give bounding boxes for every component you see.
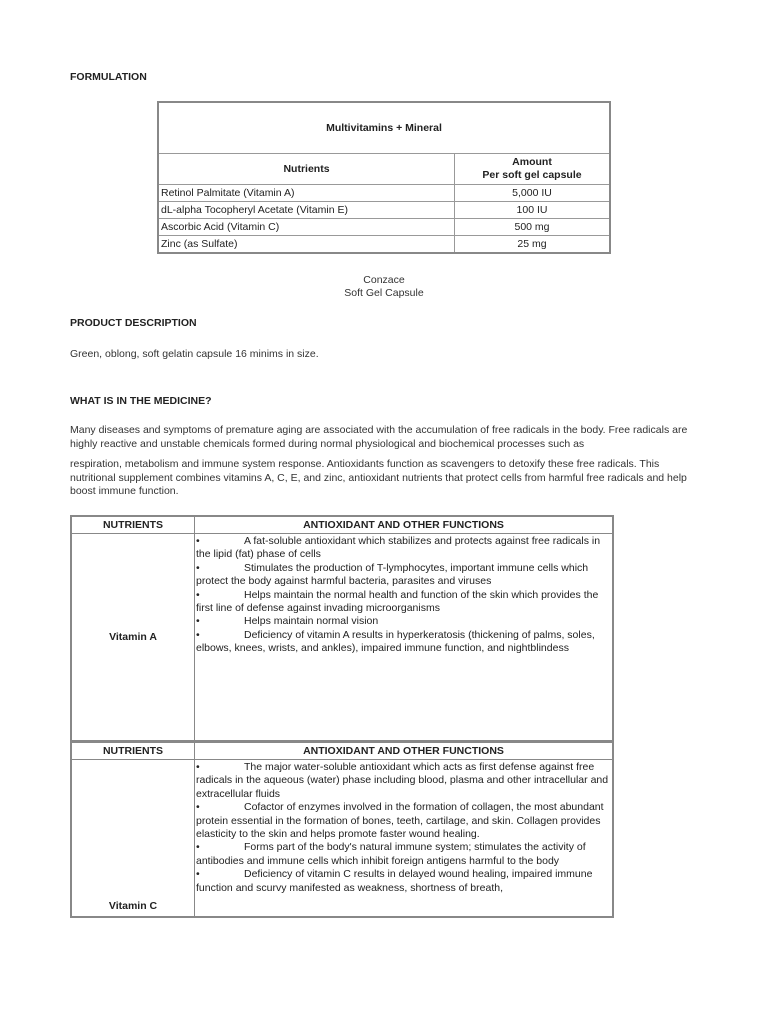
list-item: [196, 801, 610, 841]
bullet-icon: •: [196, 628, 200, 641]
amount-cell: 100 IU: [455, 202, 611, 219]
table-row: [158, 236, 610, 254]
bullet-icon: •: [196, 535, 200, 547]
col-header-functions: ANTIOXIDANT AND OTHER FUNCTIONS: [195, 742, 614, 760]
nutrient-cell: Retinol Palmitate (Vitamin A): [158, 185, 455, 202]
function-text: Stimulates the production of T-lymphocytes, important immune cells which protect the body against harmful bacteria, parasites and viruses: [196, 561, 589, 588]
bullet-icon: •: [196, 615, 200, 628]
caption-product-form: Soft Gel Capsule: [344, 287, 424, 299]
formulation-heading: FORMULATION: [70, 71, 147, 83]
amount-header-line1: Amount: [512, 156, 552, 168]
nutrient-cell: Zinc (as Sulfate): [158, 236, 455, 254]
function-text: The major water-soluble antioxidant which acts as first defense against free radicals in the aqueous (water) phase including blood, plasma and other intracellular and extracellular fluids: [196, 761, 609, 800]
col-header-functions: ANTIOXIDANT AND OTHER FUNCTIONS: [195, 516, 614, 534]
bullet-icon: •: [196, 868, 200, 881]
list-item: [196, 868, 610, 895]
product-caption: [157, 274, 611, 300]
amount-cell: 25 mg: [455, 236, 611, 254]
medicine-paragraph-1: Many diseases and symptoms of premature aging are associated with the accumulation of free radicals in the body. Free radicals are highly reactive and unstable chemicals formed during normal physiological and biochemical processes such as: [70, 424, 688, 450]
bullet-icon: •: [196, 841, 200, 854]
functions-cell: [195, 760, 614, 918]
col-header-nutrients: NUTRIENTS: [71, 516, 195, 534]
table-row: [158, 219, 610, 236]
list-item: [196, 562, 610, 589]
bullet-icon: •: [196, 761, 200, 773]
functions-cell: [195, 534, 614, 742]
table-row: [158, 202, 610, 219]
function-text: A fat-soluble antioxidant which stabilizes and protects against free radicals in the lipid (fat) phase of cells: [196, 535, 601, 561]
medicine-heading: WHAT IS IN THE MEDICINE?: [70, 395, 212, 407]
formulation-table: [157, 101, 611, 254]
list-item: [196, 535, 610, 562]
amount-cell: 500 mg: [455, 219, 611, 236]
nutrient-cell: Ascorbic Acid (Vitamin C): [158, 219, 455, 236]
list-item: [196, 841, 610, 868]
function-text: Forms part of the body's natural immune system; stimulates the activity of antibodies and immune cells which inhibit foreign antigens harmful to the body: [196, 841, 586, 867]
table-row: [158, 185, 610, 202]
amount-header-line2: Per soft gel capsule: [482, 169, 582, 181]
medicine-paragraph-2: respiration, metabolism and immune system response. Antioxidants function as scavengers to detoxify these free radicals. This nutritional supplement combines vitamins A, C, E, and zinc, antioxidant nutrients that protect cells from harmful free radicals and help boost immune function.: [70, 458, 687, 497]
bullet-icon: •: [196, 801, 200, 814]
nutrient-table-vitamin-a: [70, 515, 614, 742]
function-text: Cofactor of enzymes involved in the formation of collagen, the most abundant protein essential in the formation of bones, teeth, cartilage, and skin. Collagen provides elasticity to the skin and helps promote faster wound healing.: [196, 801, 604, 841]
bullet-icon: •: [196, 588, 200, 601]
function-text: Deficiency of vitamin C results in delayed wound healing, impaired immune function and scurvy manifested as weakness, shortness of breath,: [196, 868, 593, 894]
nutrient-table-vitamin-c: [70, 741, 614, 918]
function-text: Deficiency of vitamin A results in hyperkeratosis (thickening of palms, soles, elbows, knees, wrists, and ankles), impaired immune function, and nightblindess: [196, 628, 595, 655]
function-text: Helps maintain the normal health and function of the skin which provides the first line of defense against invading microorganisms: [196, 588, 599, 615]
amount-cell: 5,000 IU: [455, 185, 611, 202]
formulation-table-title: Multivitamins + Mineral: [158, 102, 610, 154]
list-item: [196, 761, 610, 801]
list-item: [196, 629, 610, 656]
col-header-amount: [455, 154, 611, 185]
col-header-nutrients: Nutrients: [158, 154, 455, 185]
nutrient-name: Vitamin A: [71, 534, 195, 742]
caption-product-name: Conzace: [363, 274, 405, 286]
nutrient-name: Vitamin C: [71, 760, 195, 918]
col-header-nutrients: NUTRIENTS: [71, 742, 195, 760]
product-description-heading: PRODUCT DESCRIPTION: [70, 317, 197, 329]
list-item: [196, 589, 610, 616]
bullet-icon: •: [196, 561, 200, 574]
nutrient-cell: dL-alpha Tocopheryl Acetate (Vitamin E): [158, 202, 455, 219]
product-description-text: Green, oblong, soft gelatin capsule 16 minims in size.: [70, 348, 319, 360]
list-item: [196, 615, 610, 628]
function-text: Helps maintain normal vision: [244, 615, 379, 628]
